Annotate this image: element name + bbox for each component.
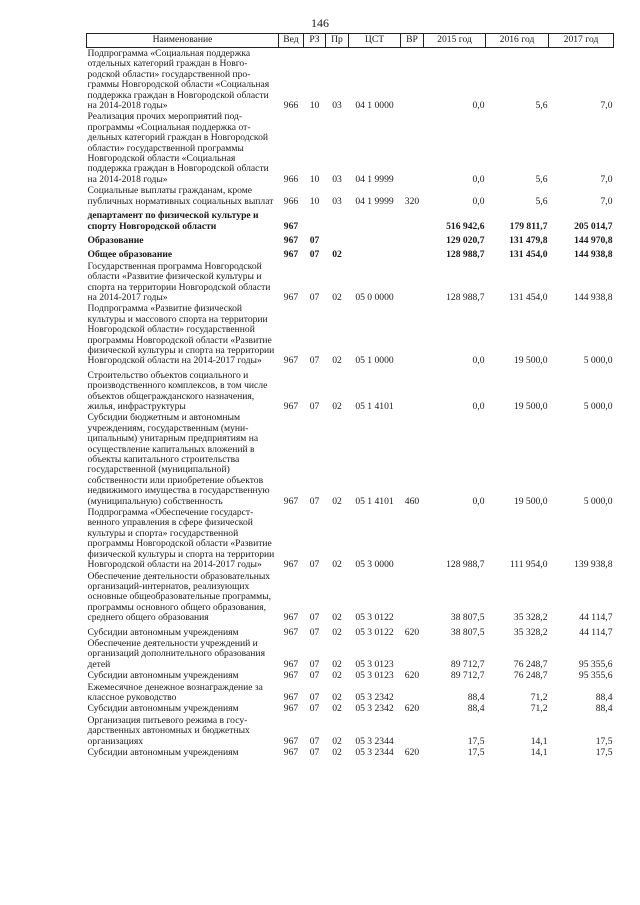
row-2017-cell: 144 970,8 [574,234,613,246]
table-row [87,303,614,366]
row-rz-cell: 10 [309,195,320,207]
row-2017-cell: 205 014,7 [574,220,613,232]
row-name-cell: Субсидии автономным учреждениям [87,703,239,715]
row-name-cell: Подпрограмма «Развитие физической культуры и массового спорта на территории Новгородской области» государственной программы Новгородской области «Развитие физической культуры и спорта на территории Новгородской области на 2014-2017 годы» [87,303,275,367]
table-row [87,412,614,507]
row-vr-cell [401,507,424,570]
row-pr-cell: 02 [332,401,342,412]
table-row [87,246,614,260]
row-vr-cell [401,682,424,704]
row-2016-cell: 19 500,0 [513,495,548,507]
row-2017-cell: 144 938,8 [574,249,613,261]
row-name-cell: Подпрограмма «Обеспечение государственного управления в сфере физической культуры и спорта» государственной программы Новгородской области «Развитие физической культуры и спорта на территории Новгородской области на 2014-2017 годы» [87,507,275,571]
table-row [87,682,614,704]
row-pr-cell: 02 [332,703,342,715]
header-name: Наименование [87,34,279,48]
row-2016-cell: 131 454,0 [509,291,548,303]
row-2016-cell: 111 954,0 [509,559,548,571]
row-rz-cell: 07 [309,291,320,303]
row-cst-cell: 05 3 0123 [355,658,394,670]
row-name-cell: Субсидии автономным учреждениям [87,626,239,638]
row-pr-cell: 03 [332,173,342,185]
header-rz: РЗ [304,34,326,48]
row-pr-cell: 02 [332,495,342,507]
row-2016-cell: 71,2 [530,703,548,715]
row-rz-cell: 07 [309,234,320,246]
row-2015-cell: 38 807,5 [450,612,485,624]
row-cst-cell: 05 3 0122 [355,612,394,624]
row-rz-cell: 07 [309,559,320,571]
row-2016-cell: 5,6 [535,195,548,207]
row-ved-cell: 966 [283,195,299,207]
table-row [87,185,614,207]
row-name-cell: Субсидии автономным учреждениям [87,747,239,758]
row-pr-cell: 02 [332,249,342,261]
row-vr-cell [401,638,424,670]
row-vr-cell: 620 [404,703,420,715]
row-cst-cell: 05 1 0000 [355,355,394,367]
budget-table [86,33,614,758]
row-cst-cell: 05 3 0000 [355,559,394,571]
row-2017-cell: 5 000,0 [583,495,613,507]
row-vr-cell: 460 [404,495,420,507]
row-cst-cell: 04 1 9999 [355,173,394,185]
row-ved-cell: 967 [283,355,299,367]
row-pr-cell [326,232,349,246]
row-pr-cell: 02 [332,735,342,747]
table-row [87,703,614,714]
row-2015-cell: 128 988,7 [446,559,485,571]
header-2016: 2016 год [486,34,549,48]
row-ved-cell: 967 [283,234,299,246]
row-2017-cell: 88,4 [595,703,613,715]
row-rz-cell: 07 [309,249,320,261]
row-rz-cell: 10 [309,173,320,185]
row-2017-cell: 88,4 [595,691,613,703]
row-rz-cell: 07 [309,626,320,638]
row-2017-cell: 5 000,0 [583,401,613,412]
row-2015-cell: 17,5 [467,747,485,758]
row-cst-cell [349,207,401,232]
row-name-cell: Субсидии бюджетным и автономным учреждениям, государственным (муниципальным) унитарным предприятиям на осуществление капитальных вложений в объекты капитального строительства государственной (муниципальной) собственности или приобретение объектов недвижимого имущества в государственную (муниципальную) собственность [87,412,270,507]
row-rz-cell: 07 [309,747,320,758]
row-2015-cell: 88,4 [467,691,485,703]
row-cst-cell: 04 1 0000 [355,100,394,112]
row-ved-cell: 967 [283,401,299,412]
row-name-cell: Организация питьевого режима в государственных автономных и бюджетных организациях [87,714,250,747]
row-2016-cell: 35 328,2 [513,626,548,638]
row-ved-cell: 967 [283,612,299,624]
row-cst-cell: 04 1 9999 [355,195,394,207]
row-2017-cell: 144 938,8 [574,291,613,303]
row-2017-cell: 7,0 [600,195,613,207]
table-row [87,670,614,681]
table-row [87,111,614,185]
row-pr-cell: 02 [332,291,342,303]
row-vr-cell [401,111,424,185]
row-rz-cell [304,207,326,232]
row-name-cell: Государственная программа Новгородской области «Развитие физической культуры и спорта на территории Новгородской области на 2014-2017 годы» [87,260,271,303]
row-2016-cell: 131 454,0 [509,249,548,261]
row-2017-cell: 17,5 [595,735,613,747]
row-name-cell: Обеспечение деятельности образовательных организаций-интернатов, реализующих основные общеобразовательные программы, программы основного общего образования, среднего общего образования [87,570,272,624]
table-row [87,747,614,758]
row-2016-cell: 179 811,7 [509,220,548,232]
row-name-cell: Образование [87,234,144,246]
table-row [87,48,614,112]
row-2017-cell: 139 938,8 [574,559,613,571]
header-pr: Пр [326,34,349,48]
row-pr-cell: 03 [332,100,342,112]
row-2015-cell: 0,0 [472,195,485,207]
table-row [87,507,614,570]
row-cst-cell: 05 0 0000 [355,291,394,303]
table-row [87,232,614,246]
row-2017-cell: 44 114,7 [579,626,613,638]
table-body [87,48,614,759]
row-name-cell: Подпрограмма «Социальная поддержка отдельных категорий граждан в Новгородской области» государственной программы Новгородской области «Социальная поддержка граждан в Новгородской области на 2014-2018 годы» [87,48,270,112]
row-2015-cell: 0,0 [472,355,485,367]
row-pr-cell: 02 [332,559,342,571]
row-2015-cell: 0,0 [472,100,485,112]
row-2017-cell: 95 355,6 [578,658,613,670]
row-vr-cell [401,261,424,304]
row-rz-cell: 07 [309,735,320,747]
row-rz-cell: 07 [309,670,320,682]
row-2015-cell: 0,0 [472,401,485,412]
row-2017-cell: 7,0 [600,173,613,185]
row-ved-cell: 967 [283,291,299,303]
row-2016-cell: 5,6 [535,100,548,112]
row-pr-cell: 02 [332,670,342,682]
row-2016-cell: 35 328,2 [513,612,548,624]
row-2016-cell: 14,1 [530,735,548,747]
row-name-cell: Ежемесячное денежное вознаграждение за классное руководство [87,681,263,703]
row-rz-cell: 07 [309,691,320,703]
row-pr-cell: 02 [332,355,342,367]
header-cst: ЦСТ [349,34,401,48]
row-2015-cell: 89 712,7 [450,670,485,682]
row-cst-cell: 05 1 4101 [355,495,394,507]
row-2015-cell: 0,0 [472,495,485,507]
row-pr-cell: 02 [332,747,342,758]
row-2016-cell: 76 248,7 [513,670,548,682]
row-cst-cell: 05 3 0123 [355,670,394,682]
row-ved-cell: 967 [283,658,299,670]
row-2017-cell: 44 114,7 [579,612,613,624]
row-2015-cell: 89 712,7 [450,658,485,670]
row-vr-cell [401,303,424,366]
header-2017: 2017 год [549,34,614,48]
row-2016-cell: 131 479,8 [509,234,548,246]
row-name-cell: Обеспечение деятельности учреждений и организаций дополнительного образования детей [87,637,265,670]
row-name-cell: Реализация прочих мероприятий подпрограммы «Социальная поддержка отдельных категорий граждан в Новгородской области» государственной программы Новгородской области «Социальная поддержка граждан в Новгородской области на 2014-2018 годы» [87,111,269,185]
row-rz-cell: 07 [309,703,320,715]
row-vr-cell [401,715,424,747]
row-2016-cell: 14,1 [530,747,548,758]
row-2015-cell: 129 020,7 [446,234,485,246]
row-cst-cell [349,232,401,246]
row-vr-cell: 620 [404,747,420,758]
row-ved-cell: 967 [283,495,299,507]
table-row [87,571,614,624]
row-vr-cell: 620 [404,670,420,682]
row-2017-cell: 7,0 [600,100,613,112]
row-vr-cell [401,367,424,413]
row-rz-cell: 07 [309,401,320,412]
row-vr-cell: 320 [404,195,420,207]
table-row [87,367,614,413]
header-ved: Вед [279,34,304,48]
row-rz-cell: 07 [309,612,320,624]
row-ved-cell: 967 [283,735,299,747]
row-vr-cell [401,246,424,260]
row-ved-cell: 966 [283,100,299,112]
table-row [87,207,614,232]
row-pr-cell: 02 [332,658,342,670]
row-2015-cell: 128 988,7 [446,291,485,303]
row-2017-cell: 95 355,6 [578,670,613,682]
row-vr-cell [401,48,424,112]
table-row [87,638,614,670]
row-2016-cell: 19 500,0 [513,401,548,412]
table-row [87,261,614,304]
row-pr-cell: 02 [332,612,342,624]
row-2016-cell: 19 500,0 [513,355,548,367]
row-name-cell: Общее образование [87,249,173,261]
row-2015-cell: 17,5 [467,735,485,747]
row-2015-cell: 88,4 [467,703,485,715]
row-rz-cell: 07 [309,658,320,670]
table-header-row [87,34,614,48]
row-name-cell: Социальные выплаты гражданам, кроме публичных нормативных социальных выплат [87,185,274,207]
table-row [87,715,614,747]
row-name-cell: Субсидии автономным учреждениям [87,670,239,682]
row-ved-cell: 967 [283,220,299,232]
row-rz-cell: 10 [309,100,320,112]
row-ved-cell: 967 [283,670,299,682]
row-ved-cell: 967 [283,691,299,703]
row-vr-cell [401,207,424,232]
row-ved-cell: 966 [283,173,299,185]
header-vr: ВР [401,34,424,48]
row-ved-cell: 967 [283,559,299,571]
row-ved-cell: 967 [283,747,299,758]
row-pr-cell: 02 [332,691,342,703]
row-2016-cell: 71,2 [530,691,548,703]
row-2015-cell: 0,0 [472,173,485,185]
row-cst-cell: 05 1 4101 [355,401,394,412]
row-name-cell: департамент по физической культуре и спорту Новгородской области [87,210,259,232]
row-rz-cell: 07 [309,495,320,507]
row-ved-cell: 967 [283,626,299,638]
row-pr-cell: 02 [332,626,342,638]
header-2015: 2015 год [424,34,486,48]
row-ved-cell: 967 [283,249,299,261]
row-cst-cell: 05 3 2344 [355,747,394,758]
row-cst-cell: 05 3 0122 [355,626,394,638]
row-vr-cell [401,571,424,624]
row-cst-cell [349,246,401,260]
row-2015-cell: 38 807,5 [450,626,485,638]
row-pr-cell [326,207,349,232]
row-cst-cell: 05 3 2344 [355,735,394,747]
row-2017-cell: 5 000,0 [583,355,613,367]
table-row [87,624,614,638]
row-2015-cell: 516 942,6 [446,220,485,232]
row-name-cell: Строительство объектов социального и производственного комплексов, в том числе объектов общегражданского назначения, жилья, инфраструктуры [87,369,268,412]
row-2015-cell: 128 988,7 [446,249,485,261]
row-vr-cell: 620 [404,626,420,638]
row-rz-cell: 07 [309,355,320,367]
row-vr-cell [401,232,424,246]
row-cst-cell: 05 3 2342 [355,703,394,715]
row-ved-cell: 967 [283,703,299,715]
row-pr-cell: 03 [332,195,342,207]
row-2016-cell: 5,6 [535,173,548,185]
page-number: 146 [311,16,329,30]
row-2017-cell: 17,5 [595,747,613,758]
row-cst-cell: 05 3 2342 [355,691,394,703]
row-2016-cell: 76 248,7 [513,658,548,670]
